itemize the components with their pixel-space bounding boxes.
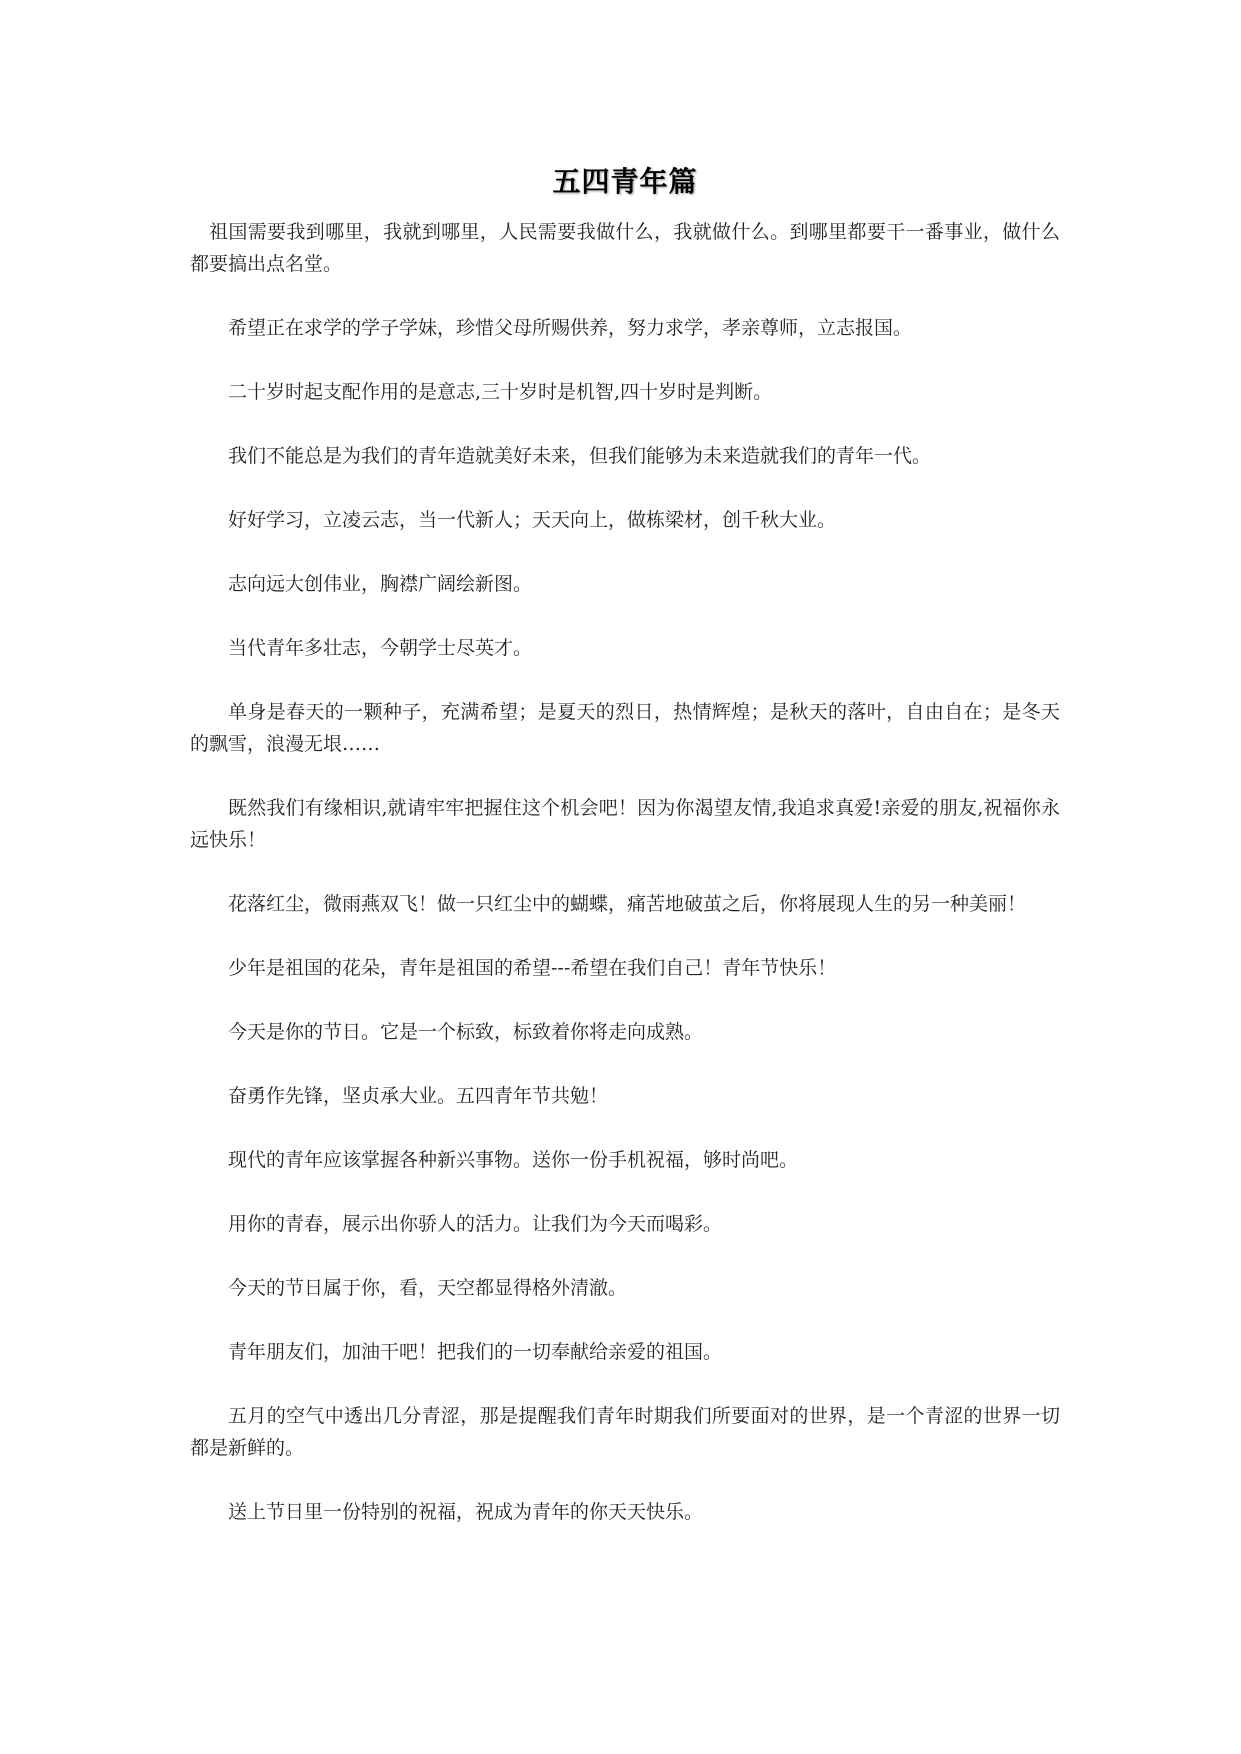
paragraph-3: 二十岁时起支配作用的是意志,三十岁时是机智,四十岁时是判断。	[228, 381, 773, 403]
paragraph-10: 花落红尘，微雨燕双飞！做一只红尘中的蝴蝶，痛苦地破茧之后，你将展现人生的另一种美丽！	[228, 893, 1027, 915]
document-page	[190, 160, 1060, 1528]
paragraph-12: 今天是你的节日。它是一个标致，标致着你将走向成熟。	[228, 1021, 704, 1043]
paragraph-4: 我们不能总是为我们的青年造就美好未来，但我们能够为未来造就我们的青年一代。	[228, 445, 932, 467]
paragraph-11: 少年是祖国的花朵，青年是祖国的希望---希望在我们自己！青年节快乐！	[228, 957, 837, 979]
paragraph-14: 现代的青年应该掌握各种新兴事物。送你一份手机祝福，够时尚吧。	[228, 1149, 799, 1171]
paragraph-5: 好好学习，立凌云志，当一代新人；天天向上，做栋梁材，创千秋大业。	[228, 509, 837, 531]
paragraph-17: 青年朋友们，加油干吧！把我们的一切奉献给亲爱的祖国。	[228, 1341, 723, 1363]
paragraph-15: 用你的青春，展示出你骄人的活力。让我们为今天而喝彩。	[228, 1213, 723, 1235]
paragraph-6: 志向远大创伟业，胸襟广阔绘新图。	[228, 573, 533, 595]
paragraph-7: 当代青年多壮志，今朝学士尽英才。	[228, 637, 533, 659]
paragraph-19: 送上节日里一份特别的祝福，祝成为青年的你天天快乐。	[228, 1501, 704, 1523]
paragraph-13: 奋勇作先锋，坚贞承大业。五四青年节共勉！	[228, 1085, 609, 1107]
paragraph-1: 祖国需要我到哪里，我就到哪里，人民需要我做什么，我就做什么。到哪里都要干一番事业，做什么都要搞出点名堂。	[190, 221, 1060, 275]
paragraph-8: 单身是春天的一颗种子，充满希望；是夏天的烈日，热情辉煌；是秋天的落叶，自由自在；是冬天的飘雪，浪漫无垠……	[190, 701, 1060, 755]
paragraph-16: 今天的节日属于你，看，天空都显得格外清澈。	[228, 1277, 628, 1299]
document-title: 五四青年篇	[552, 165, 698, 198]
paragraph-18: 五月的空气中透出几分青涩，那是提醒我们青年时期我们所要面对的世界，是一个青涩的世界一切都是新鲜的。	[190, 1405, 1060, 1459]
paragraph-2: 希望正在求学的学子学妹，珍惜父母所赐供养，努力求学，孝亲尊师，立志报国。	[228, 317, 913, 339]
paragraph-9: 既然我们有缘相识,就请牢牢把握住这个机会吧！因为你渴望友情,我追求真爱!亲爱的朋友,祝福你永远快乐！	[190, 797, 1060, 851]
